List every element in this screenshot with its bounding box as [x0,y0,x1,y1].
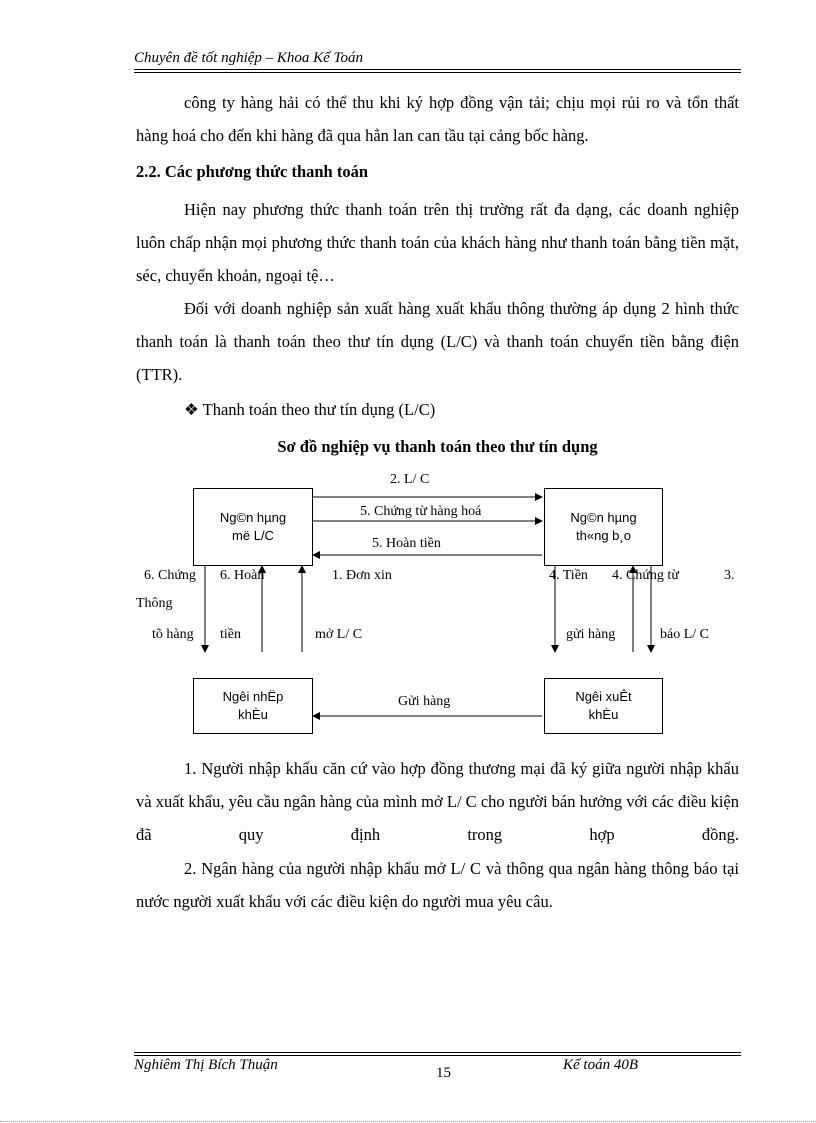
page-number: 15 [436,1065,451,1081]
label-refund6-b: tiền [220,627,241,642]
section-heading: 2.2. Các phương thức thanh toán [136,162,369,181]
paragraph-step1: 1. Người nhập khẩu căn cứ vào hợp đồng thương mại đã ký giữa người nhập khẩu và xuất khẩu, yêu cầu ngân hàng của mình mở L/ C cho người bán hưởng với các điều kiện đã quy định trong hợp đồng. [136,759,739,844]
box-importer-line2: khÈu [238,707,268,722]
paragraph-payment-methods: Hiện nay phương thức thanh toán trên thị trường rất đa dạng, các doanh nghiệp luôn chấp nhận mọi phương thức thanh toán của khách hàng như thanh toán bằng tiền mặt, séc, chuyển khoản, ngoại tệ… [136,200,739,285]
footer-class: Kế toán 40B [563,1057,638,1073]
bullet-diamond-icon: ❖ [184,400,199,419]
paragraph-export-payment: Đối với doanh nghiệp sản xuất hàng xuất khẩu thông thường áp dụng 2 hình thức thanh toán là thanh toán theo thư tín dụng (L/C) và thanh toán chuyển tiền bằng điện (TTR). [136,299,739,384]
paragraph-step2: 2. Ngân hàng của người nhập khẩu mở L/ C và thông qua ngân hàng thông báo tại nước người xuất khẩu với các điều kiện do người mua yêu câu. [136,859,739,911]
running-header: Chuyên đề tốt nghiệp – Khoa Kế Toán [134,50,364,66]
label-refund6-a: 6. Hoàn [220,568,265,583]
paragraph-shipping-risk: công ty hàng hải có thể thu khi ký hợp đồng vận tải; chịu mọi rủi ro và tổn thất hàng hoá cho đến khi hàng đã qua hẳn lan can tầu tại cảng bốc hàng. [136,93,739,145]
box-importer [193,678,313,734]
label-doc6-a: 6. Chứng [144,568,196,583]
bullet-text: Thanh toán theo thư tín dụng (L/C) [202,400,436,419]
box-exporter [544,678,663,734]
label-ship: Gửi hàng [398,694,451,709]
label-doc6-b: Thông [136,596,173,611]
box-advising-bank-line2: th«ng b¸o [576,528,631,543]
label-notify3-a: 3. [724,568,735,583]
footer-rule-bottom [134,1055,741,1056]
box-advising-bank-line1: Ng©n hµng [570,510,637,525]
label-money4-b: gửi hàng [566,627,616,642]
footer-author: Nghiêm Thị Bích Thuận [134,1057,278,1073]
box-exporter-line1: Ngêi xuÊt [575,689,632,704]
label-documents: 5. Chứng từ hàng hoá [360,504,482,519]
label-apply-b: mở L/ C [315,627,363,642]
box-issuing-bank [193,488,313,566]
footer-rule-top [134,1052,741,1053]
label-lc: 2. L/ C [390,472,430,487]
box-importer-line1: Ngêi nhËp [222,689,284,704]
label-doc6-c: tõ hàng [152,627,194,642]
box-issuing-bank-line1: Ng©n hµng [219,510,287,525]
label-money4-a: 4. Tiền [549,568,588,583]
label-docs4-a: 4. Chứng từ [612,568,679,583]
label-apply-a: 1. Đơn xin [332,568,392,583]
box-issuing-bank-line2: më L/C [232,528,274,543]
box-exporter-line2: khÈu [588,707,619,722]
box-advising-bank [544,488,663,566]
label-notify3-b: báo L/ C [660,627,709,642]
label-refund: 5. Hoàn tiền [372,536,441,551]
page-edge-dotted [0,1121,816,1122]
diagram-title: Sơ đồ nghiệp vụ thanh toán theo thư tín dụng [277,437,598,456]
